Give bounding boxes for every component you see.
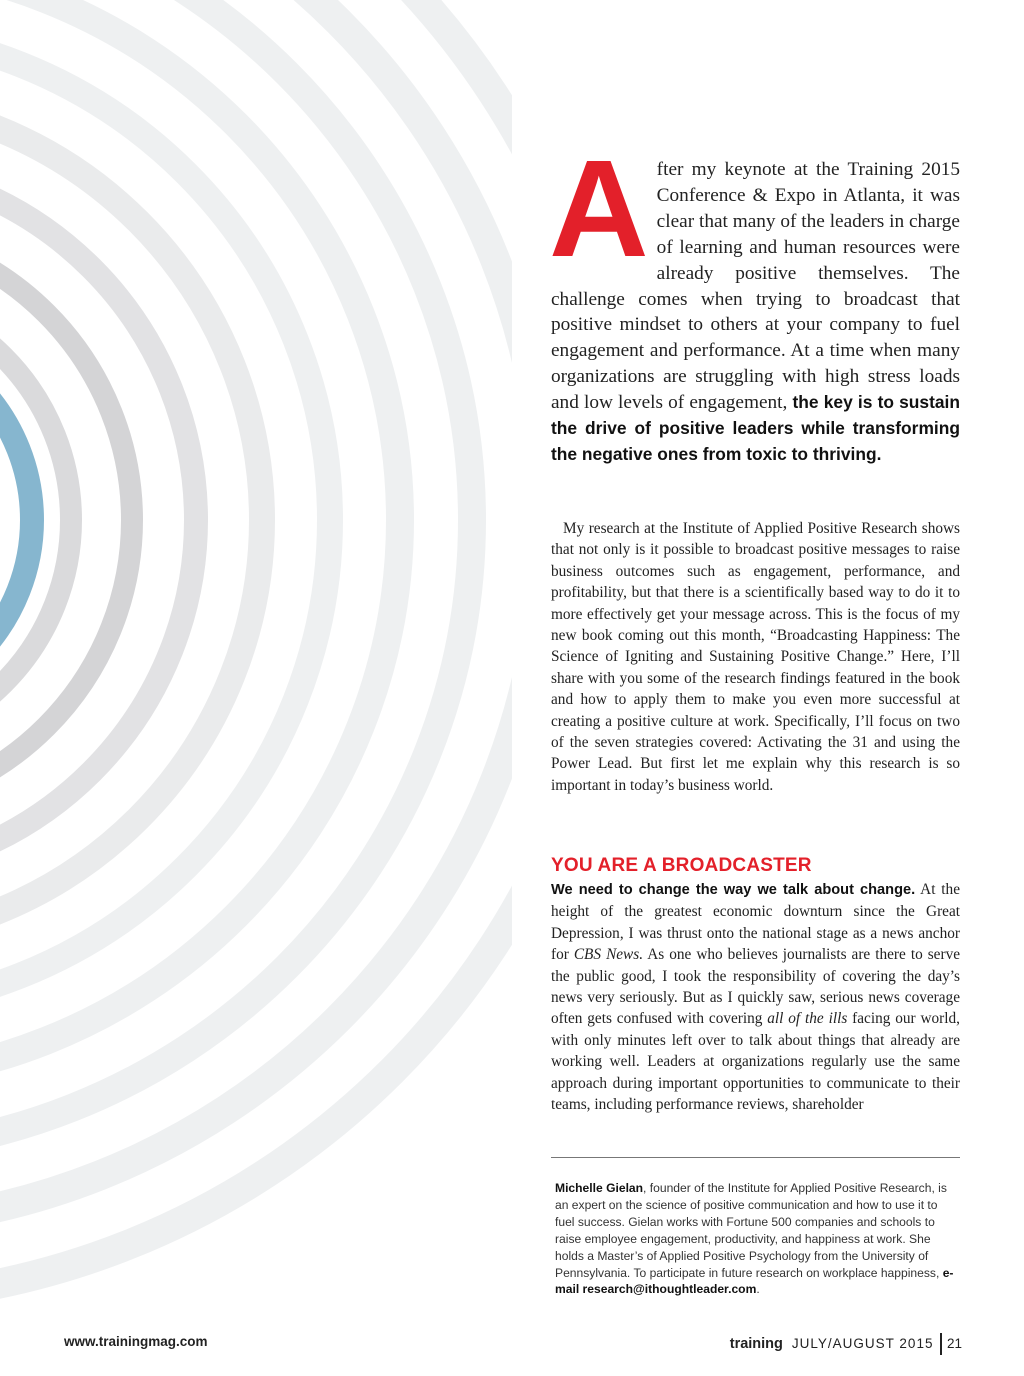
bio-divider <box>551 1157 960 1158</box>
paragraph-text: facing our world, with only minutes left over to talk about things that already are working well. Leaders at organizations regularly use the same approach during important opportunities to communicate to their teams, including performance reviews, shareholder <box>551 1010 960 1114</box>
author-email[interactable]: e-mail research@ithoughtleader.com <box>555 1265 954 1297</box>
author-bio: Michelle Gielan, founder of the Institute for Applied Positive Research, is an expert on the science of positive communication and how to use it to fuel success. Gielan works with Fortune 500 companies and schools to raise employee engagement, productivity, and happiness at work. She holds a Master’s of Applied Positive Psychology from the University of Pennsylvania. To participate in future research on workplace happiness, e-mail research@ithoughtleader.com. <box>555 1181 954 1297</box>
author-name: Michelle Gielan <box>555 1181 644 1195</box>
issue-date: JULY/AUGUST 2015 <box>791 1336 934 1351</box>
bio-text: , founder of the Institute for Applied Positive Research, is an expert on the science of positive communication and how to use it to fuel success. Gielan works with Fortune 500 companies and schools to raise employee engagement, productivity, and happiness at work. She holds a Master’s of Applied Positive Psychology from the University of Pennsylvania. To participate in future research on workplace happiness, <box>555 1181 947 1280</box>
intro-emphasis: the key is to sustain the drive of positive leaders while transforming the negative ones from toxic to thriving. <box>551 392 961 464</box>
article-intro <box>549 132 961 468</box>
footer-url[interactable]: www.trainingmag.com <box>64 1334 208 1349</box>
magazine-name: training <box>729 1336 783 1352</box>
paragraph-text: As one who believes journalists are there to serve the public good, I took the responsibility of covering the day’s news very seriously. But as I quickly saw, serious news coverage often gets confused with covering <box>551 946 961 1028</box>
paragraph-lead-in: We need to change the way we talk about change. <box>551 882 916 898</box>
italic-text: all of the ills <box>767 1010 848 1028</box>
page-number: 21 <box>946 1336 962 1351</box>
drop-cap: A <box>549 132 649 286</box>
intro-text: fter my keynote at the Training 2015 Conference & Expo in Atlanta, it was clear that many of the leaders in charge of learning and human resources were already positive themselves. The challenge comes when trying to broadcast that positive mindset to others at your company to fuel engagement and performance. At a time when many organizations are struggling with high stress loads and low levels of engagement, <box>551 159 960 414</box>
footer-folio <box>730 1333 962 1355</box>
folio-divider <box>940 1333 942 1355</box>
italic-text: CBS News. <box>573 946 644 964</box>
paragraph-text: At the height of the greatest economic downturn since the Great Depression, I was thrust onto the national stage as a news anchor for <box>551 881 960 964</box>
body-paragraph <box>551 879 960 1115</box>
section-heading: YOU ARE A BROADCASTER <box>551 855 812 876</box>
body-paragraph: My research at the Institute of Applied Positive Research shows that not only is it possible to broadcast positive messages to raise business outcomes such as engagement, performance, and profitability, but that there is a scientifically based way to do it to more effectively get your message across. This is the focus of my new book coming out this month, “Broadcasting Happiness: The Science of Igniting and Sustaining Positive Change.” Here, I’ll share with you some of the research findings featured in the book and how to apply them to make you even more successful at creating a positive culture at work. Specifically, I’ll focus on two of the seven strategies covered: Activating the 31 and using the Power Lead. But first let me explain why this research is so important in today’s business world. <box>551 520 960 794</box>
